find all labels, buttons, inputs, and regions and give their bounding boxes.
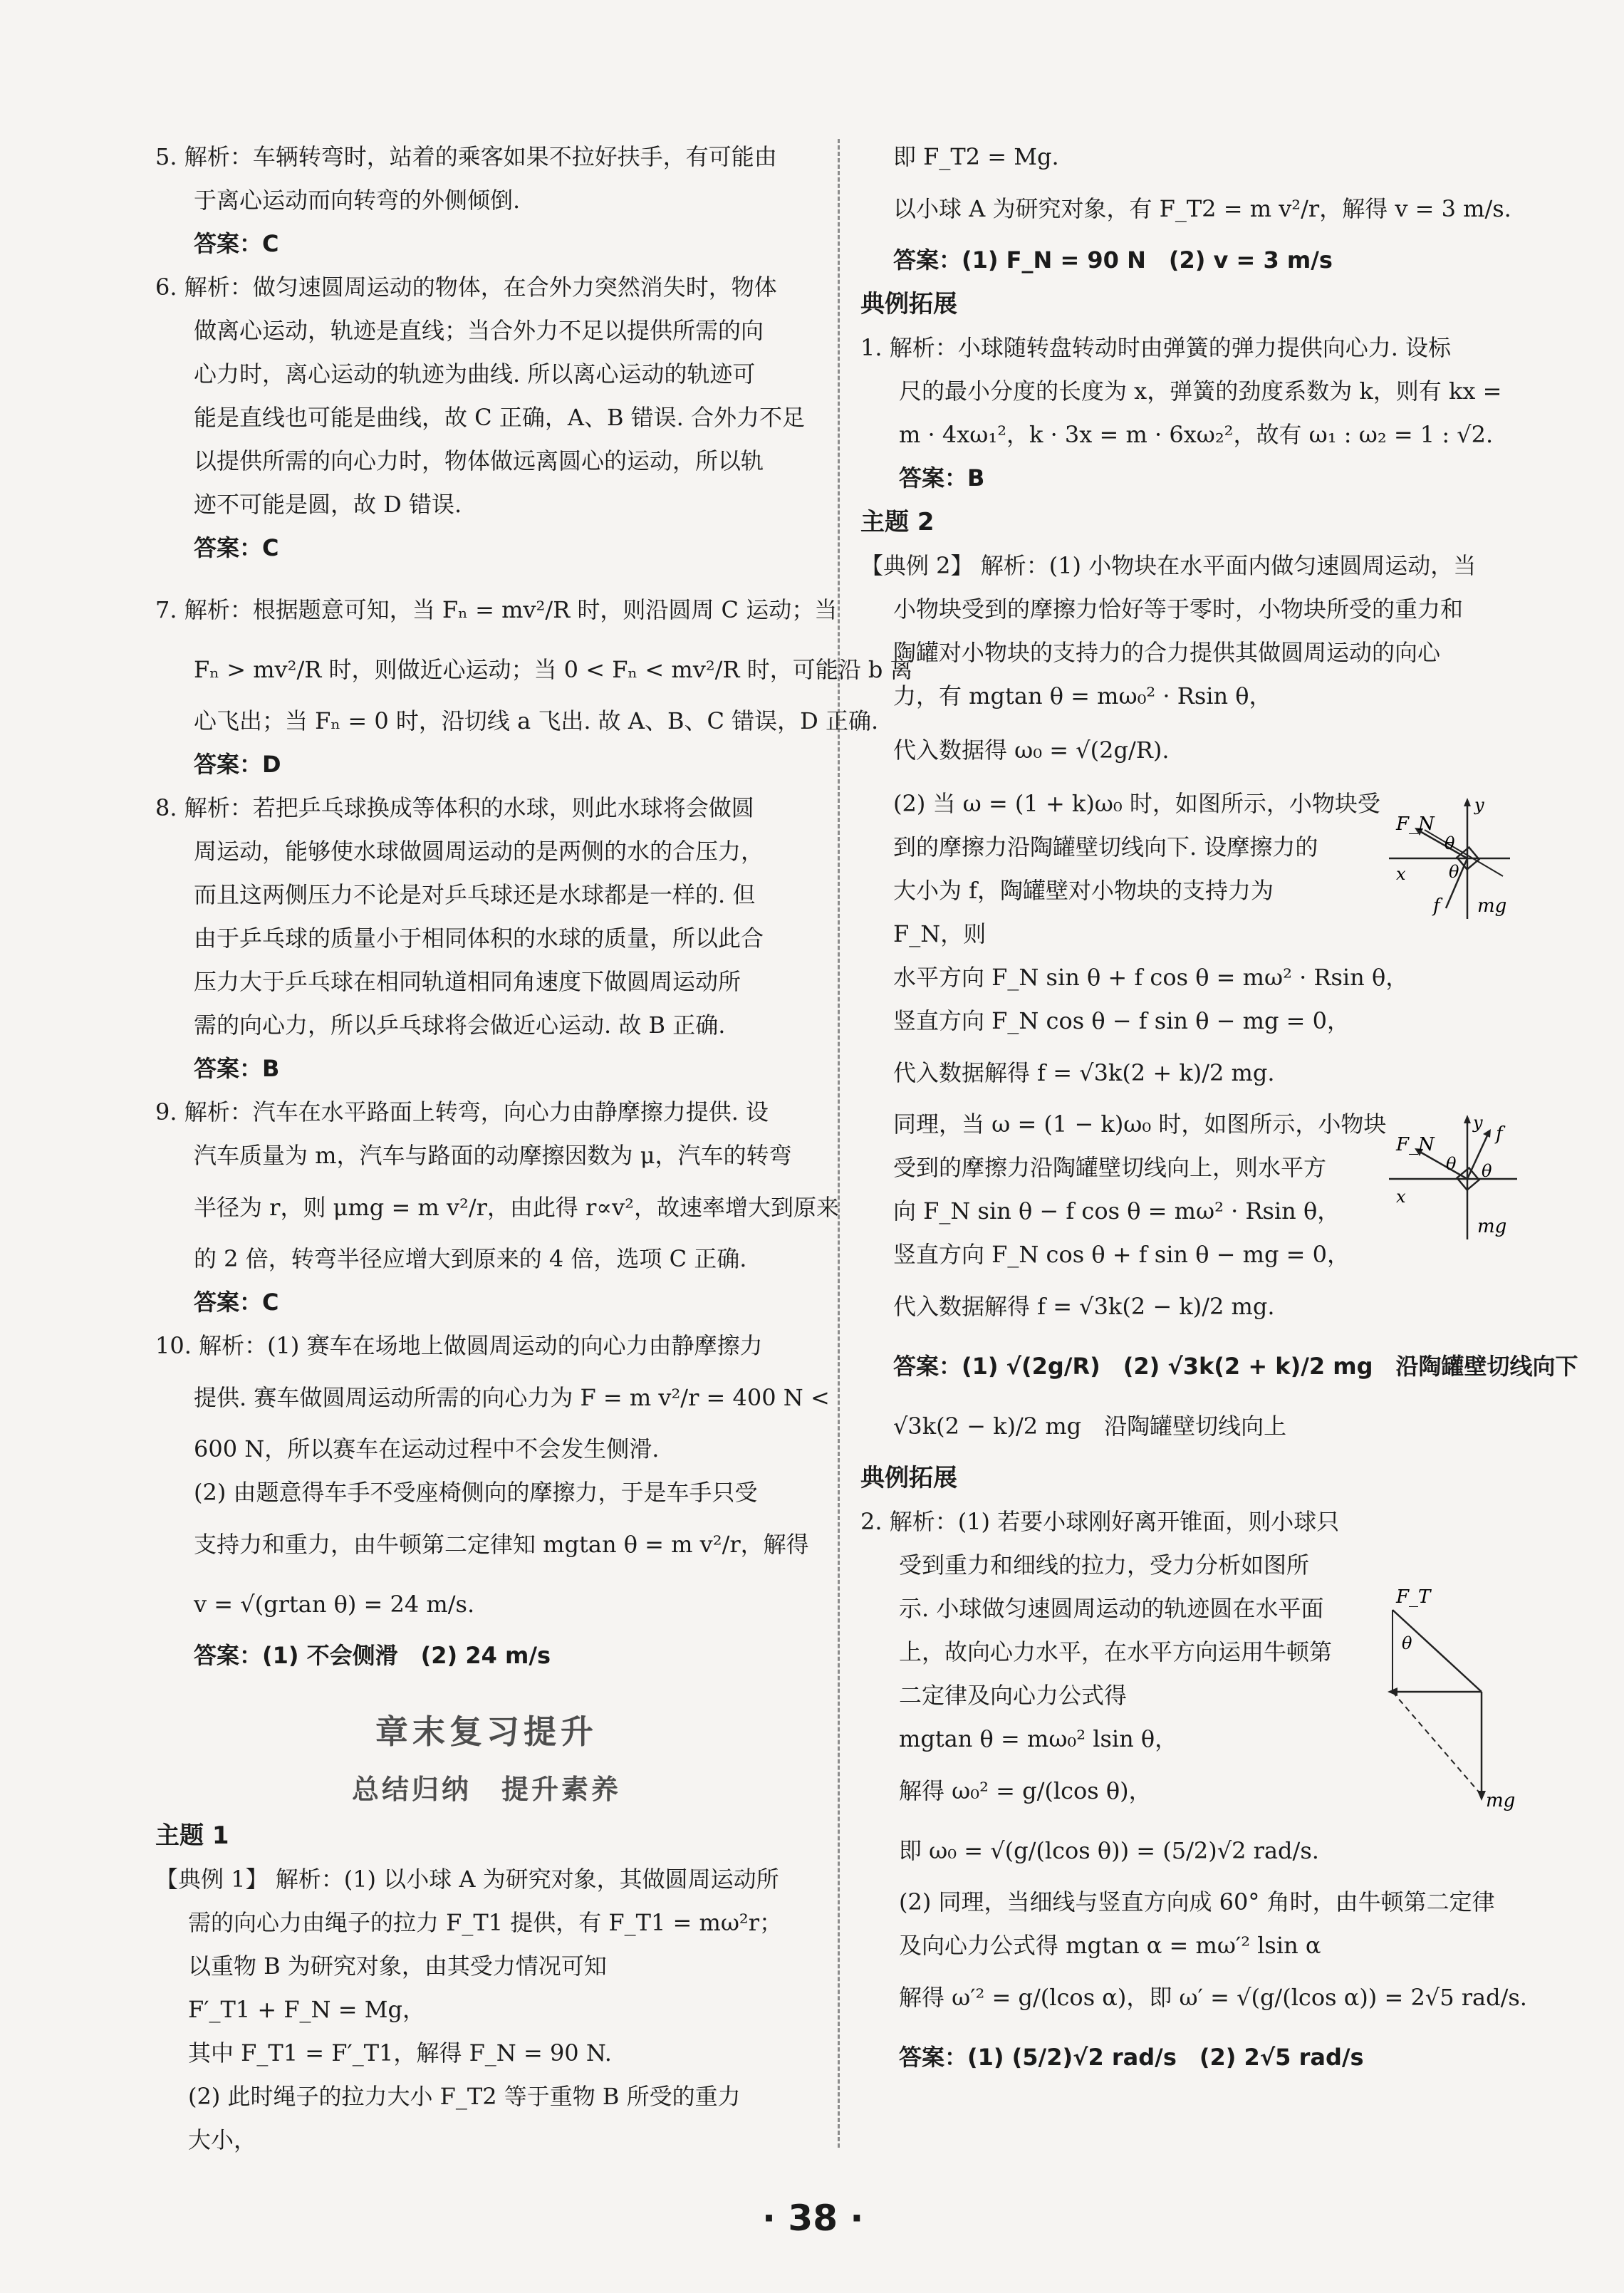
label-y: y — [1474, 795, 1484, 815]
text-line: (2) 当 ω = (1 + k)ω₀ 时，如图所示，小物块受 — [893, 790, 1380, 817]
text-line: 7. 解析：根据题意可知，当 Fₙ = mv²/R 时，则沿圆周 C 运动；当 — [155, 596, 838, 623]
answer-label: 答案：B — [194, 1055, 280, 1082]
example-2 — [860, 544, 1578, 1456]
answer-label: 答案：C — [194, 1289, 279, 1316]
example-1-continued — [860, 135, 1523, 282]
answer-line: √3k(2 − k)/2 mg 沿陶罐壁切线向上 — [893, 1413, 1287, 1440]
label-theta: θ — [1402, 1633, 1412, 1653]
text-line: 于离心运动而向转弯的外侧倾倒. — [194, 187, 521, 214]
topic-heading: 主题 1 — [155, 1821, 229, 1850]
label-fn: F_N — [1396, 1134, 1435, 1155]
text-line: 受到重力和细线的拉力，受力分析如图所 — [899, 1551, 1310, 1579]
answer-label: 答案：(1) (5/2)√2 rad/s (2) 2√5 rad/s — [899, 2044, 1364, 2071]
text-line: 8. 解析：若把乒乓球换成等体积的水球，则此水球将会做圆 — [155, 794, 754, 821]
text-line: 尺的最小分度的长度为 x，弹簧的劲度系数为 k，则有 kx = — [899, 378, 1502, 405]
section-title: 总结归纳 提升素养 — [351, 1774, 621, 1805]
answer-label: 答案：D — [194, 751, 281, 778]
text-line: 周运动，能够使水球做圆周运动的是两侧的水的合压力， — [194, 838, 764, 865]
text-line: 迹不可能是圆，故 D 错误. — [194, 491, 462, 518]
text-line: F′_T1 + F_N = Mg， — [188, 1996, 425, 2023]
label-theta: θ — [1449, 862, 1459, 882]
text-line: 示. 小球做匀速圆周运动的轨迹圆在水平面 — [899, 1595, 1324, 1622]
answer-label: 答案：(1) F_N = 90 N (2) v = 3 m/s — [893, 246, 1333, 274]
text-line: 大小， — [188, 2126, 257, 2153]
text-line: 代入数据得 ω₀ = √(2g/R). — [893, 737, 1170, 764]
force-diagram-friction-down — [1389, 791, 1517, 926]
page-number: · 38 · — [762, 2198, 864, 2239]
text-line: 半径为 r，则 μmg = m v²/r，由此得 r∝v²，故速率增大到原来 — [194, 1194, 839, 1221]
answer-5 — [155, 135, 818, 266]
text-line: 压力大于乒乓球在相同轨道相同角速度下做圆周运动所 — [194, 968, 741, 995]
text-line: 二定律及向心力公式得 — [899, 1682, 1128, 1709]
text-line: 以提供所需的向心力时，物体做远离圆心的运动，所以轨 — [194, 447, 764, 474]
label-theta: θ — [1445, 833, 1455, 853]
text-line: 6. 解析：做匀速圆周运动的物体，在合外力突然消失时，物体 — [155, 274, 777, 301]
text-line: v = √(grtan θ) = 24 m/s. — [194, 1591, 475, 1618]
force-diagram-friction-up — [1389, 1111, 1524, 1247]
column-divider — [838, 139, 840, 2148]
label-y: y — [1473, 1113, 1483, 1133]
text-line: 由于乒乓球的质量小于相同体积的水球的质量，所以此合 — [194, 925, 764, 952]
text-line: 及向心力公式得 mgtan α = mω′² lsin α — [899, 1932, 1321, 1959]
text-line: 同理，当 ω = (1 − k)ω₀ 时，如图所示，小物块 — [893, 1111, 1387, 1138]
answer-label: 答案：C — [194, 534, 279, 561]
text-line: 小物块受到的摩擦力恰好等于零时，小物块所受的重力和 — [893, 596, 1464, 623]
answer-label: 答案：B — [899, 464, 985, 492]
text-line: 解得 ω₀² = g/(lcos θ)， — [899, 1777, 1152, 1804]
text-line: 【典例 1】 解析：(1) 以小球 A 为研究对象，其做圆周运动所 — [155, 1866, 779, 1893]
label-x: x — [1396, 1187, 1406, 1207]
text-line: m · 4xω₁²，k · 3x = m · 6xω₂²，故有 ω₁ : ω₂ = 1 : √2. — [899, 421, 1494, 448]
answer-label: 答案：C — [194, 230, 279, 257]
text-line: 即 F_T2 = Mg. — [893, 143, 1059, 170]
text-line: 2. 解析：(1) 若要小球刚好离开锥面，则小球只 — [860, 1508, 1340, 1535]
text-line: 600 N，所以赛车在运动过程中不会发生侧滑. — [194, 1435, 660, 1462]
text-line: 9. 解析：汽车在水平路面上转弯，向心力由静摩擦力提供. 设 — [155, 1098, 769, 1125]
answer-label: 答案：(1) √(2g/R) (2) √3k(2 + k)/2 mg 沿陶罐壁切线向下 — [893, 1353, 1578, 1380]
conical-pendulum-diagram — [1375, 1581, 1517, 1816]
text-line: 大小为 f，陶罐壁对小物块的支持力为 — [893, 877, 1274, 904]
example-1 — [155, 1858, 818, 2162]
text-line: 心力时，离心运动的轨迹为曲线. 所以离心运动的轨迹可 — [194, 360, 756, 388]
text-line: 解得 ω′² = g/(lcos α)，即 ω′ = √(g/(lcos α)) = 2√5 rad/s. — [899, 1984, 1527, 2011]
text-line: 做离心运动，轨迹是直线；当合外力不足以提供所需的向 — [194, 317, 764, 344]
extension-1 — [860, 326, 1523, 500]
topic-heading: 主题 2 — [860, 508, 935, 536]
text-line: 5. 解析：车辆转弯时，站着的乘客如果不拉好扶手，有可能由 — [155, 143, 777, 170]
text-line: 力，有 mgtan θ = mω₀² · Rsin θ， — [893, 682, 1272, 709]
text-line: 【典例 2】 解析：(1) 小物块在水平面内做匀速圆周运动，当 — [860, 552, 1477, 579]
text-line: 能是直线也可能是曲线，故 C 正确，A、B 错误. 合外力不足 — [194, 404, 805, 431]
text-line: 陶罐对小物块的支持力的合力提供其做圆周运动的向心 — [893, 639, 1441, 666]
text-line: mgtan θ = mω₀² lsin θ， — [899, 1725, 1178, 1752]
label-mg: mg — [1477, 1216, 1507, 1237]
extension-heading: 典例拓展 — [860, 1464, 957, 1492]
text-line: 10. 解析：(1) 赛车在场地上做圆周运动的向心力由静摩擦力 — [155, 1332, 763, 1359]
text-line: 向 F_N sin θ − f cos θ = mω² · Rsin θ， — [893, 1197, 1341, 1225]
text-line: 1. 解析：小球随转盘转动时由弹簧的弹力提供向心力. 设标 — [860, 334, 1452, 361]
text-line: (2) 由题意得车手不受座椅侧向的摩擦力，于是车手只受 — [194, 1479, 758, 1506]
label-f: f — [1496, 1123, 1503, 1145]
text-line: 需的向心力，所以乒乓球将会做近心运动. 故 B 正确. — [194, 1012, 726, 1039]
answer-8 — [155, 786, 818, 1091]
label-theta: θ — [1482, 1161, 1492, 1181]
text-line: F_N，则 — [893, 920, 987, 947]
text-line: 以重物 B 为研究对象，由其受力情况可知 — [188, 1953, 607, 1980]
label-theta: θ — [1446, 1154, 1457, 1174]
text-line: 代入数据解得 f = √3k(2 − k)/2 mg. — [893, 1293, 1275, 1320]
text-line: (2) 此时绳子的拉力大小 F_T2 等于重物 B 所受的重力 — [188, 2083, 741, 2110]
label-fn: F_N — [1396, 813, 1435, 835]
text-line: (2) 同理，当细线与竖直方向成 60° 角时，由牛顿第二定律 — [899, 1888, 1495, 1915]
text-line: 到的摩擦力沿陶罐壁切线向下. 设摩擦力的 — [893, 833, 1318, 860]
answer-label: 答案：(1) 不会侧滑 (2) 24 m/s — [194, 1642, 551, 1669]
text-line: 支持力和重力，由牛顿第二定律知 mgtan θ = m v²/r，解得 — [194, 1531, 809, 1558]
text-line: 以小球 A 为研究对象，有 F_T2 = m v²/r，解得 v = 3 m/s. — [893, 195, 1511, 222]
text-line: 而且这两侧压力不论是对乒乓球还是水球都是一样的. 但 — [194, 881, 756, 908]
text-line: 受到的摩擦力沿陶罐壁切线向上，则水平方 — [893, 1154, 1327, 1181]
answer-7 — [155, 580, 913, 786]
text-line: 提供. 赛车做圆周运动所需的向心力为 F = m v²/r = 400 N < — [194, 1384, 830, 1411]
text-line: 竖直方向 F_N cos θ − f sin θ − mg = 0， — [893, 1007, 1350, 1034]
text-line: 上，故向心力水平，在水平方向运用牛顿第 — [899, 1638, 1333, 1665]
text-line: 汽车质量为 m，汽车与路面的动摩擦因数为 μ，汽车的转弯 — [194, 1142, 792, 1169]
text-line: 的 2 倍，转弯半径应增大到原来的 4 倍，选项 C 正确. — [194, 1245, 747, 1272]
text-line: 代入数据解得 f = √3k(2 + k)/2 mg. — [893, 1059, 1275, 1086]
text-line: 其中 F_T1 = F′_T1，解得 F_N = 90 N. — [188, 2039, 612, 2066]
text-line: 心飞出；当 Fₙ = 0 时，沿切线 a 飞出. 故 A、B、C 错误，D 正确. — [194, 707, 879, 734]
label-x: x — [1396, 864, 1406, 884]
label-mg: mg — [1486, 1790, 1516, 1811]
text-line: 竖直方向 F_N cos θ + f sin θ − mg = 0， — [893, 1241, 1350, 1268]
label-ft: F_T — [1396, 1586, 1431, 1608]
answer-9 — [155, 1091, 839, 1324]
label-f: f — [1433, 895, 1440, 917]
text-line: 水平方向 F_N sin θ + f cos θ = mω² · Rsin θ， — [893, 964, 1409, 991]
label-mg: mg — [1477, 895, 1507, 917]
answer-10 — [155, 1324, 830, 1678]
text-line: 需的向心力由绳子的拉力 F_T1 提供，有 F_T1 = mω²r； — [188, 1909, 783, 1936]
text-line: Fₙ > mv²/R 时，则做近心运动；当 0 < Fₙ < mv²/R 时，可能沿 b 离 — [194, 656, 913, 683]
text-line: 即 ω₀ = √(g/(lcos θ)) = (5/2)√2 rad/s. — [899, 1837, 1319, 1864]
chapter-title: 章末复习提升 — [375, 1712, 598, 1751]
extension-heading: 典例拓展 — [860, 290, 957, 318]
answer-6 — [155, 266, 818, 570]
